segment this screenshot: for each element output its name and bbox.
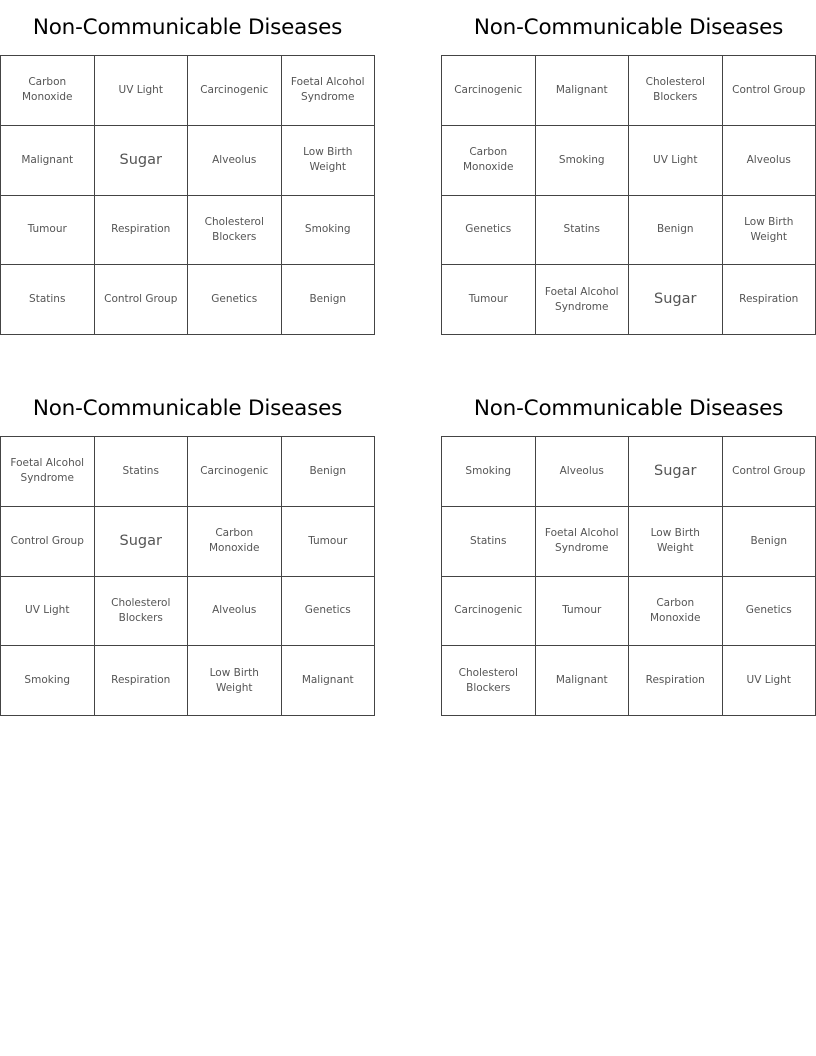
grid-cell: Control Group: [95, 265, 189, 335]
grid-cell: Malignant: [282, 646, 376, 716]
grid-cell: Statins: [536, 196, 630, 266]
grid-cell: Carbon Monoxide: [442, 126, 536, 196]
grid-cell: Tumour: [536, 577, 630, 647]
grid-cell: UV Light: [1, 577, 95, 647]
bingo-card-3: [0, 381, 375, 716]
grid-cell: Carbon Monoxide: [629, 577, 723, 647]
grid-cell: Alveolus: [536, 437, 630, 507]
grid-cell: Cholesterol Blockers: [95, 577, 189, 647]
free-space-cell: Sugar: [629, 437, 723, 507]
grid-cell: Malignant: [1, 126, 95, 196]
bingo-card-1: [0, 0, 375, 335]
grid-cell: Malignant: [536, 646, 630, 716]
bingo-grid: [0, 436, 375, 716]
bingo-card-4: [441, 381, 816, 716]
grid-cell: UV Light: [723, 646, 816, 716]
card-title: Non-Communicable Diseases: [473, 396, 784, 421]
free-space-cell: Sugar: [629, 265, 723, 335]
bingo-grid: [0, 55, 375, 335]
grid-cell: Carcinogenic: [188, 56, 282, 126]
grid-cell: Respiration: [723, 265, 816, 335]
grid-cell: Statins: [1, 265, 95, 335]
grid-cell: Low Birth Weight: [188, 646, 282, 716]
grid-cell: Tumour: [1, 196, 95, 266]
grid-cell: Carcinogenic: [442, 56, 536, 126]
grid-cell: Carbon Monoxide: [1, 56, 95, 126]
grid-cell: Cholesterol Blockers: [629, 56, 723, 126]
grid-cell: Smoking: [1, 646, 95, 716]
grid-cell: Control Group: [723, 56, 816, 126]
grid-cell: Low Birth Weight: [629, 507, 723, 577]
grid-cell: Carcinogenic: [188, 437, 282, 507]
grid-cell: Genetics: [442, 196, 536, 266]
grid-cell: Smoking: [536, 126, 630, 196]
grid-cell: Statins: [442, 507, 536, 577]
grid-cell: Low Birth Weight: [723, 196, 816, 266]
bingo-card-2: [441, 0, 816, 335]
grid-cell: Control Group: [1, 507, 95, 577]
grid-cell: Low Birth Weight: [282, 126, 376, 196]
grid-cell: Respiration: [95, 646, 189, 716]
card-title: Non-Communicable Diseases: [32, 396, 343, 421]
grid-cell: Tumour: [282, 507, 376, 577]
grid-cell: Respiration: [95, 196, 189, 266]
free-space-cell: Sugar: [95, 507, 189, 577]
grid-cell: Genetics: [188, 265, 282, 335]
grid-cell: Carcinogenic: [442, 577, 536, 647]
grid-cell: Control Group: [723, 437, 816, 507]
grid-cell: Foetal Alcohol Syndrome: [536, 265, 630, 335]
grid-cell: Tumour: [442, 265, 536, 335]
grid-cell: Alveolus: [723, 126, 816, 196]
grid-cell: Foetal Alcohol Syndrome: [282, 56, 376, 126]
grid-cell: Foetal Alcohol Syndrome: [536, 507, 630, 577]
grid-cell: Malignant: [536, 56, 630, 126]
grid-cell: Cholesterol Blockers: [188, 196, 282, 266]
grid-cell: Foetal Alcohol Syndrome: [1, 437, 95, 507]
card-title: Non-Communicable Diseases: [32, 15, 343, 40]
grid-cell: Genetics: [282, 577, 376, 647]
bingo-grid: [441, 55, 816, 335]
grid-cell: Benign: [282, 265, 376, 335]
grid-cell: Carbon Monoxide: [188, 507, 282, 577]
grid-cell: Benign: [723, 507, 816, 577]
grid-cell: Alveolus: [188, 126, 282, 196]
grid-cell: UV Light: [95, 56, 189, 126]
grid-cell: Cholesterol Blockers: [442, 646, 536, 716]
card-title: Non-Communicable Diseases: [473, 15, 784, 40]
grid-cell: Smoking: [442, 437, 536, 507]
grid-cell: Statins: [95, 437, 189, 507]
grid-cell: Respiration: [629, 646, 723, 716]
grid-cell: Benign: [629, 196, 723, 266]
bingo-grid: [441, 436, 816, 716]
free-space-cell: Sugar: [95, 126, 189, 196]
grid-cell: Genetics: [723, 577, 816, 647]
grid-cell: Smoking: [282, 196, 376, 266]
grid-cell: Alveolus: [188, 577, 282, 647]
grid-cell: UV Light: [629, 126, 723, 196]
grid-cell: Benign: [282, 437, 376, 507]
